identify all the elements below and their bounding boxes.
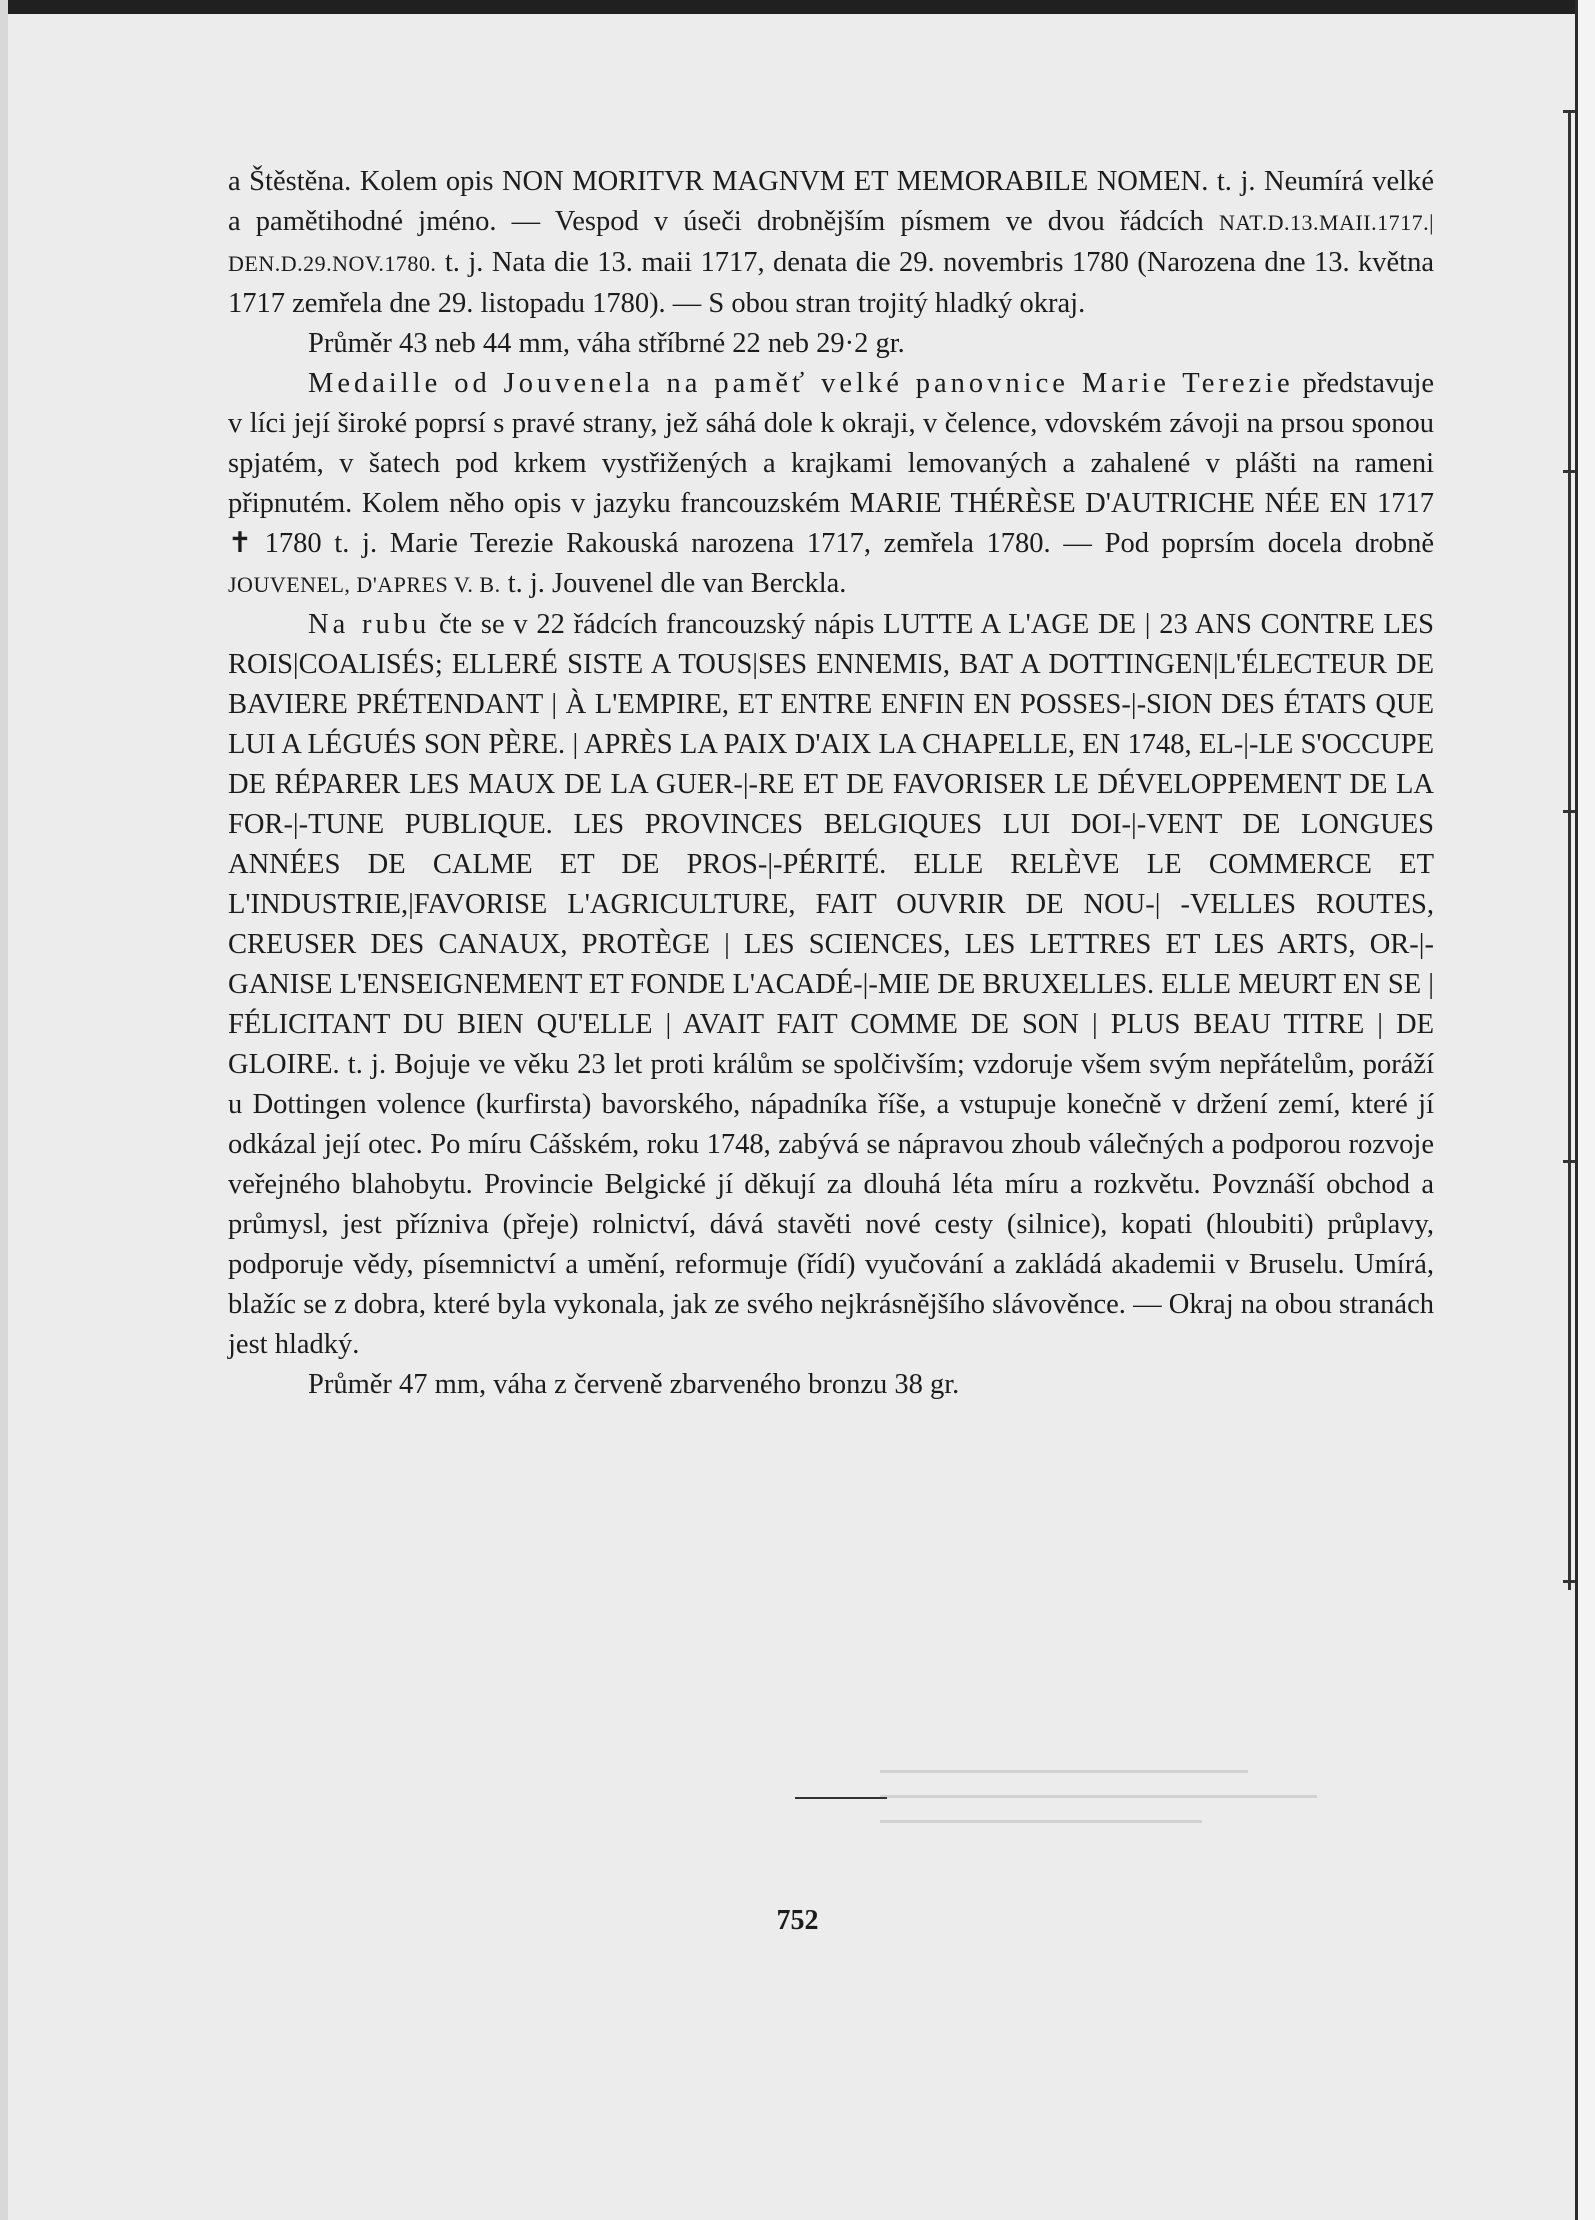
scan-right-border [1575,0,1595,2220]
scan-top-border [0,0,1595,14]
edge-tick [1563,470,1575,473]
paragraph-measurements: Průměr 47 mm, váha z červeně zbarveného bronzu 38 gr. [308,1369,960,1400]
edge-tick [1563,810,1575,813]
paragraph-text: t. j. Jouvenel dle van Berckla. [500,568,847,599]
paragraph-text: představuje v líci její široké poprsí s pravé strany, jež sáhá dole k okraji, v čelence, vdovském závoji na prsou sponou spjatém, v šatech pod krkem vystřižených a krajkami lemovaných a zahalené v plášti na rameni připnutém. Kolem něho opis v jazyku francouzském MARIE THÉRÈSE D'AUTRICHE NÉE EN 1717 ✝ 1780 t. j. Marie Terezie Rakouská narozena 1717, zemřela 1780. — Pod poprsím docela drobně [228,368,1435,559]
paragraph-medal-description [228,162,1434,324]
bleed-line [880,1820,1202,1823]
spaced-lead-text: Na rubu [308,609,431,640]
paragraph-reverse-inscription [228,605,1434,1365]
paragraph-measurements: Průměr 43 neb 44 mm, váha stříbrné 22 neb 29·2 gr. [308,328,905,359]
scan-left-edge [0,0,8,2220]
bleed-through-text [880,1770,1340,1860]
edge-tick [1563,110,1575,113]
paragraph-text: t. j. Nata die 13. maii 1717, denata die 29. novembris 1780 (Narozena dne 13. května 1717 zemřela dne 29. listopadu 1780). — S obou stran trojitý hladký okraj. [228,247,1434,319]
edge-tick [1563,1580,1575,1583]
document-body [228,162,1434,1405]
inscription-small-caps: NAT.D.13.MAII.1717.| DEN.D.29.NOV.1780. [228,210,1434,276]
page-edge-marks [1568,110,1577,1590]
page-number: 752 [776,1905,819,1936]
edge-tick [1563,1160,1575,1163]
paragraph-text: čte se v 22 řádcích francouzský nápis LUTTE A L'AGE DE | 23 ANS CONTRE LES ROIS|COALISÉS; ELLERÉ SISTE A TOUS|SES ENNEMIS, BAT A DOTTINGEN|L'ÉLECTEUR DE BAVIERE PRÉTENDANT | À L'EMPIRE, ET ENTRE ENFIN EN POSSES-|-SION DES ÉTATS QUE LUI A LÉGUÉS SON PÈRE. | APRÈS LA PAIX D'AIX LA CHAPELLE, EN 1748, EL-|-LE S'OCCUPE DE RÉPARER LES MAUX DE LA GUER-|-RE ET DE FAVORISER LE DÉVELOPPEMENT DE LA FOR-|-TUNE PUBLIQUE. LES PROVINCES BELGIQUES LUI DOI-|-VENT DE LONGUES ANNÉES DE CALME ET DE PROS-|-PÉRITÉ. ELLE RELÈVE LE COMMERCE ET L'INDUSTRIE,|FAVORISE L'AGRICULTURE, FAIT OUVRIR DE NOU-| -VELLES ROUTES, CREUSER DES CANAUX, PROTÈGE | LES SCIENCES, LES LETTRES ET LES ARTS, OR-|-GANISE L'ENSEIGNEMENT ET FONDE L'ACADÉ-|-MIE DE BRUXELLES. ELLE MEURT EN SE | FÉLICITANT DU BIEN QU'ELLE | AVAIT FAIT COMME DE SON | PLUS BEAU TITRE | DE GLOIRE. t. j. Bojuje ve věku 23 let proti králům se spolčivším; vzdoruje všem svým nepřátelům, poráží u Dottingen volence (kurfirsta) bavorského, nápadníka říše, a vstupuje konečně v držení zemí, které jí odkázal její otec. Po míru Cášském, roku 1748, zabývá se nápravou zhoub válečných a podporou rozvoje veřejného blahobytu. Provincie Belgické jí děkují za dlouhá léta míru a rozkvětu. Povznáší obchod a průmysl, jest přízniva (přeje) rolnictví, dává stavěti nové cesty (silnice), kopati (hloubiti) průplavy, podporuje vědy, písemnictví a umění, reformuje (řídí) vyučování a zakládá akademii v Bruselu. Umírá, blažíc se z dobra, které byla vykonala, jak ze svého nejkrásnějšího slávověnce. — Okraj na obou stranách jest hladký. [228,609,1434,1360]
section-rule [795,1797,887,1799]
bleed-line [880,1770,1248,1773]
engraver-signature-small-caps: JOUVENEL, D'APRES V. B. [228,572,501,597]
spaced-lead-text: Medaille od Jouvenela na paměť velké panovnice Marie Terezie [308,368,1294,399]
paragraph-jouvenel-medal [228,364,1434,605]
bleed-line [880,1795,1317,1798]
paragraph-text: a Štěstěna. Kolem opis NON MORITVR MAGNVM ET MEMORABILE NOMEN. t. j. Neumírá velké a pamětihodné jméno. — Vespod v úseči drobnějším písmem ve dvou řádcích [228,166,1434,237]
